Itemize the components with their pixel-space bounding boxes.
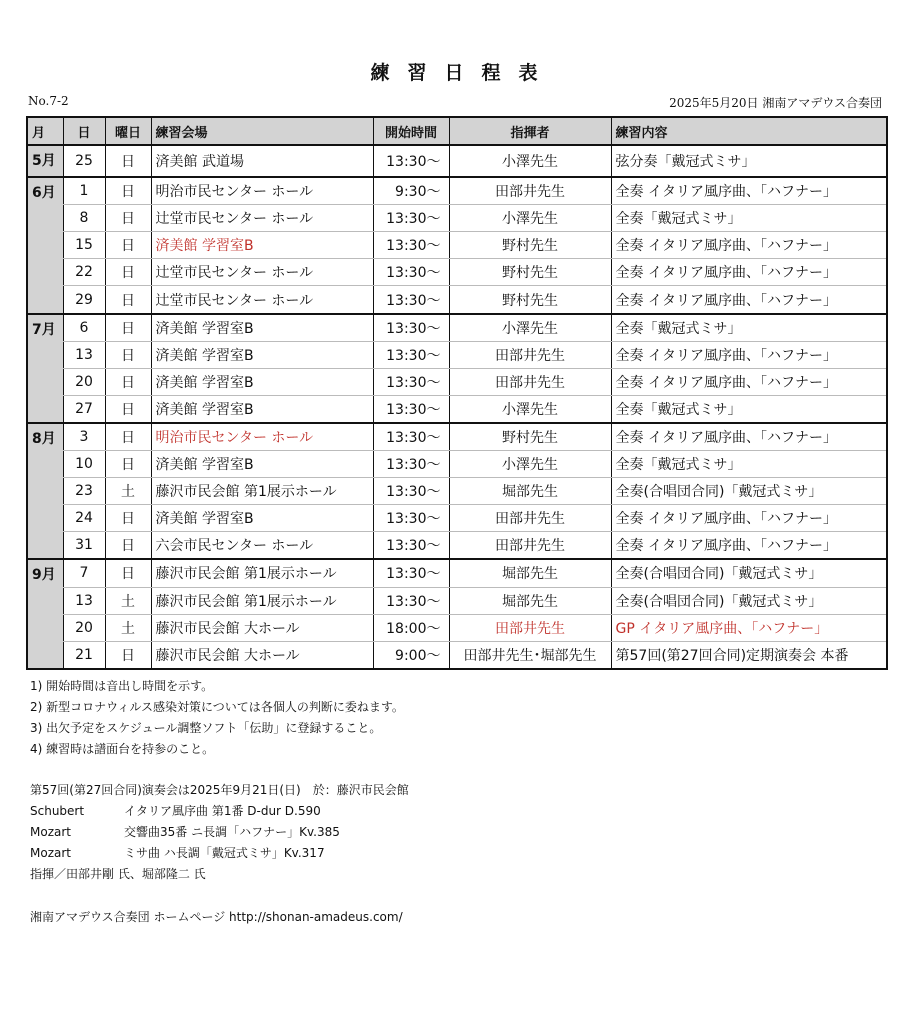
conductor-cell: 田部井先生 (449, 341, 611, 368)
weekday-cell: 日 (105, 232, 151, 259)
weekday-cell: 日 (105, 177, 151, 205)
weekday-cell: 日 (105, 145, 151, 177)
venue-cell: 藤沢市民会館 大ホール (151, 641, 373, 669)
table-row (27, 505, 887, 532)
start-time-cell: 9:00〜 (373, 641, 449, 669)
table-row (27, 341, 887, 368)
venue-cell: 済美館 武道場 (151, 145, 373, 177)
start-time-cell: 13:30〜 (373, 341, 449, 368)
notes-section (30, 676, 404, 760)
table-row (27, 177, 887, 205)
weekday-cell: 日 (105, 641, 151, 669)
day-cell: 25 (63, 145, 105, 177)
weekday-cell: 土 (105, 614, 151, 641)
note-item: 4) 練習時は譜面台を持参のこと。 (30, 742, 215, 756)
note-item: 2) 新型コロナウィルス感染対策については各個人の判断に委ねます。 (30, 700, 404, 714)
table-row (27, 205, 887, 232)
table-row (27, 145, 887, 177)
header-month: 月 (27, 117, 63, 145)
content-cell: 全奏 イタリア風序曲、「ハフナー」 (611, 532, 887, 560)
conductor-cell: 田部井先生 (449, 532, 611, 560)
document-number: No.7-2 (28, 94, 69, 108)
month-cell: 7月 (27, 314, 63, 423)
conductor-cell: 小澤先生 (449, 145, 611, 177)
weekday-cell: 日 (105, 286, 151, 314)
document-date-organization: 2025年5月20日 湘南アマデウス合奏団 (669, 96, 882, 110)
content-cell: 全奏 イタリア風序曲、「ハフナー」 (611, 232, 887, 259)
weekday-cell: 日 (105, 259, 151, 286)
conductor-cell: 堀部先生 (449, 478, 611, 505)
weekday-cell: 日 (105, 423, 151, 451)
start-time-cell: 13:30〜 (373, 532, 449, 560)
program-work: 交響曲35番 ニ長調「ハフナー」Kv.385 (124, 825, 340, 839)
table-row (27, 368, 887, 395)
content-cell: 第57回(第27回合同)定期演奏会 本番 (611, 641, 887, 669)
content-cell: 弦分奏「戴冠式ミサ」 (611, 145, 887, 177)
venue-cell: 六会市民センター ホール (151, 532, 373, 560)
table-row (27, 478, 887, 505)
conductor-cell: 田部井先生 (449, 177, 611, 205)
day-cell: 23 (63, 478, 105, 505)
weekday-cell: 日 (105, 505, 151, 532)
venue-cell: 辻堂市民センター ホール (151, 259, 373, 286)
venue-cell: 済美館 学習室B (151, 314, 373, 342)
table-row (27, 314, 887, 342)
start-time-cell: 13:30〜 (373, 232, 449, 259)
weekday-cell: 日 (105, 559, 151, 587)
day-cell: 20 (63, 368, 105, 395)
content-cell: 全奏(合唱団合同)「戴冠式ミサ」 (611, 587, 887, 614)
concert-conductors: 指揮／田部井剛 氏、堀部隆二 氏 (30, 867, 206, 881)
weekday-cell: 日 (105, 395, 151, 423)
content-cell: 全奏 イタリア風序曲、「ハフナー」 (611, 286, 887, 314)
day-cell: 15 (63, 232, 105, 259)
conductor-cell: 野村先生 (449, 286, 611, 314)
content-cell: 全奏 イタリア風序曲、「ハフナー」 (611, 368, 887, 395)
conductor-cell: 田部井先生 (449, 505, 611, 532)
weekday-cell: 日 (105, 341, 151, 368)
day-cell: 1 (63, 177, 105, 205)
program-item (30, 801, 409, 822)
day-cell: 10 (63, 451, 105, 478)
month-cell: 5月 (27, 145, 63, 177)
start-time-cell: 13:30〜 (373, 395, 449, 423)
note-item: 1) 開始時間は音出し時間を示す。 (30, 679, 214, 693)
day-cell: 20 (63, 614, 105, 641)
weekday-cell: 日 (105, 205, 151, 232)
start-time-cell: 13:30〜 (373, 478, 449, 505)
content-cell: 全奏「戴冠式ミサ」 (611, 205, 887, 232)
schedule-body (27, 145, 887, 669)
table-row (27, 451, 887, 478)
table-row (27, 532, 887, 560)
weekday-cell: 日 (105, 451, 151, 478)
day-cell: 21 (63, 641, 105, 669)
content-cell: 全奏 イタリア風序曲、「ハフナー」 (611, 423, 887, 451)
start-time-cell: 13:30〜 (373, 451, 449, 478)
schedule-table (26, 116, 888, 670)
venue-cell: 藤沢市民会館 第1展示ホール (151, 478, 373, 505)
venue-cell: 藤沢市民会館 第1展示ホール (151, 587, 373, 614)
concert-info-section (30, 780, 409, 885)
content-cell: 全奏「戴冠式ミサ」 (611, 395, 887, 423)
conductor-cell: 堀部先生 (449, 587, 611, 614)
conductor-cell: 小澤先生 (449, 395, 611, 423)
day-cell: 13 (63, 341, 105, 368)
conductor-cell: 堀部先生 (449, 559, 611, 587)
start-time-cell: 13:30〜 (373, 587, 449, 614)
venue-cell: 済美館 学習室B (151, 395, 373, 423)
content-cell: 全奏「戴冠式ミサ」 (611, 451, 887, 478)
header-start-time: 開始時間 (373, 117, 449, 145)
weekday-cell: 土 (105, 587, 151, 614)
content-cell: 全奏「戴冠式ミサ」 (611, 314, 887, 342)
table-header-row (27, 117, 887, 145)
weekday-cell: 日 (105, 368, 151, 395)
header-content: 練習内容 (611, 117, 887, 145)
venue-cell: 済美館 学習室B (151, 232, 373, 259)
page-title: 練習日程表 (370, 62, 556, 84)
content-cell: 全奏 イタリア風序曲、「ハフナー」 (611, 341, 887, 368)
start-time-cell: 13:30〜 (373, 145, 449, 177)
venue-cell: 済美館 学習室B (151, 505, 373, 532)
program-composer: Mozart (30, 846, 71, 860)
venue-cell: 明治市民センター ホール (151, 423, 373, 451)
content-cell: 全奏(合唱団合同)「戴冠式ミサ」 (611, 478, 887, 505)
start-time-cell: 13:30〜 (373, 314, 449, 342)
program-work: ミサ曲 ハ長調「戴冠式ミサ」Kv.317 (124, 846, 325, 860)
conductor-cell: 小澤先生 (449, 205, 611, 232)
concert-date-venue: 第57回(第27回合同)演奏会は2025年9月21日(日) 於：藤沢市民会館 (30, 783, 409, 797)
program-work: イタリア風序曲 第1番 D-dur D.590 (124, 804, 321, 818)
content-cell: 全奏(合唱団合同)「戴冠式ミサ」 (611, 559, 887, 587)
header-weekday: 曜日 (105, 117, 151, 145)
content-cell: 全奏 イタリア風序曲、「ハフナー」 (611, 177, 887, 205)
conductor-cell: 小澤先生 (449, 314, 611, 342)
day-cell: 24 (63, 505, 105, 532)
content-cell: 全奏 イタリア風序曲、「ハフナー」 (611, 259, 887, 286)
conductor-cell: 野村先生 (449, 232, 611, 259)
program-composer: Schubert (30, 804, 85, 818)
conductor-cell: 小澤先生 (449, 451, 611, 478)
start-time-cell: 13:30〜 (373, 286, 449, 314)
day-cell: 27 (63, 395, 105, 423)
day-cell: 22 (63, 259, 105, 286)
weekday-cell: 日 (105, 314, 151, 342)
weekday-cell: 日 (105, 532, 151, 560)
program-composer: Mozart (30, 825, 71, 839)
table-row (27, 641, 887, 669)
day-cell: 31 (63, 532, 105, 560)
conductor-cell: 田部井先生 (449, 614, 611, 641)
venue-cell: 藤沢市民会館 大ホール (151, 614, 373, 641)
table-row (27, 614, 887, 641)
start-time-cell: 13:30〜 (373, 368, 449, 395)
table-row (27, 286, 887, 314)
month-cell: 6月 (27, 177, 63, 313)
day-cell: 13 (63, 587, 105, 614)
start-time-cell: 18:00〜 (373, 614, 449, 641)
note-item: 3) 出欠予定をスケジュール調整ソフト「伝助」に登録すること。 (30, 721, 382, 735)
day-cell: 6 (63, 314, 105, 342)
start-time-cell: 13:30〜 (373, 559, 449, 587)
homepage-link-text: 湘南アマデウス合奏団 ホームページ http://shonan-amadeus.com/ (30, 910, 403, 924)
header-conductor: 指揮者 (449, 117, 611, 145)
table-row (27, 587, 887, 614)
venue-cell: 明治市民センター ホール (151, 177, 373, 205)
program-item (30, 822, 409, 843)
day-cell: 3 (63, 423, 105, 451)
venue-cell: 辻堂市民センター ホール (151, 205, 373, 232)
conductor-cell: 野村先生 (449, 423, 611, 451)
venue-cell: 済美館 学習室B (151, 451, 373, 478)
start-time-cell: 13:30〜 (373, 259, 449, 286)
header-venue: 練習会場 (151, 117, 373, 145)
venue-cell: 藤沢市民会館 第1展示ホール (151, 559, 373, 587)
venue-cell: 済美館 学習室B (151, 341, 373, 368)
header-day: 日 (63, 117, 105, 145)
venue-cell: 済美館 学習室B (151, 368, 373, 395)
table-row (27, 423, 887, 451)
program-item (30, 843, 409, 864)
day-cell: 8 (63, 205, 105, 232)
month-cell: 8月 (27, 423, 63, 559)
table-row (27, 559, 887, 587)
table-row (27, 395, 887, 423)
day-cell: 7 (63, 559, 105, 587)
table-row (27, 232, 887, 259)
start-time-cell: 13:30〜 (373, 423, 449, 451)
month-cell: 9月 (27, 559, 63, 668)
conductor-cell: 田部井先生･堀部先生 (449, 641, 611, 669)
start-time-cell: 9:30〜 (373, 177, 449, 205)
start-time-cell: 13:30〜 (373, 205, 449, 232)
weekday-cell: 土 (105, 478, 151, 505)
start-time-cell: 13:30〜 (373, 505, 449, 532)
conductor-cell: 田部井先生 (449, 368, 611, 395)
venue-cell: 辻堂市民センター ホール (151, 286, 373, 314)
day-cell: 29 (63, 286, 105, 314)
content-cell: 全奏 イタリア風序曲、「ハフナー」 (611, 505, 887, 532)
content-cell: GP イタリア風序曲、「ハフナー」 (611, 614, 887, 641)
conductor-cell: 野村先生 (449, 259, 611, 286)
table-row (27, 259, 887, 286)
